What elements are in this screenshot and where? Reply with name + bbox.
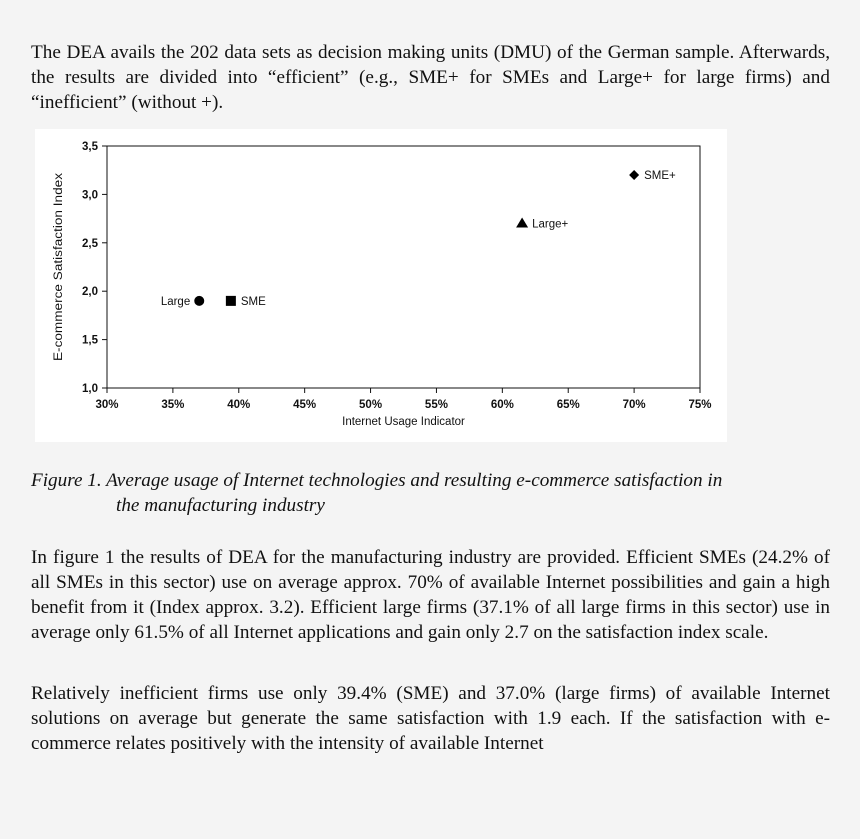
results-paragraph: In figure 1 the results of DEA for the manufacturing industry are provided. Efficient SMEs (24.2% of all SMEs in this sector) use on average approx. 70% of available Internet possibilities and gain a high benefit from it (Index approx. 3.2). Efficient large firms (37.1% of all large firms in this sector) use in average only 61.5% of all Internet applications and gain only 2.7 on the satisfaction index scale.	[31, 547, 830, 643]
x-tick-label: 55%	[424, 399, 448, 411]
figure-1-chart	[35, 129, 727, 442]
x-tick-label: 35%	[161, 399, 185, 411]
x-tick-label: 70%	[622, 399, 646, 411]
y-tick-label: 1,5	[82, 334, 98, 347]
x-tick-label: 60%	[490, 399, 514, 411]
x-tick-label: 45%	[293, 399, 317, 411]
large-point	[194, 296, 204, 306]
x-tick-label: 65%	[556, 399, 580, 411]
x-tick-label: 40%	[227, 399, 251, 411]
intro-paragraph: The DEA avails the 202 data sets as decision making units (DMU) of the German sample. Afterwards, the results are divided into “efficient” (e.g., SME+ for SMEs and Large+ for large firms) and “inefficient” (without +).	[31, 42, 830, 113]
scatter-plot	[35, 129, 727, 442]
large-plus-label: Large+	[532, 218, 569, 231]
y-tick-label: 2,0	[82, 286, 98, 299]
inefficient-paragraph: Relatively inefficient firms use only 39.4% (SME) and 37.0% (large firms) of available Internet solutions on average but generate the same satisfaction with 1.9 each. If the satisfaction with e-commerce relates positively with the intensity of available Internet	[31, 683, 830, 754]
y-axis-label: E-commerce Satisfaction Index	[53, 201, 65, 361]
sme-plus-point	[629, 170, 639, 180]
sme-plus-label: SME+	[644, 170, 676, 183]
y-tick-label: 2,5	[82, 237, 98, 250]
sme-point	[226, 296, 236, 306]
x-axis-label: Internet Usage Indicator	[342, 416, 465, 428]
y-tick-label: 3,0	[82, 189, 98, 202]
y-tick-label: 1,0	[82, 383, 98, 395]
x-tick-label: 30%	[95, 399, 119, 411]
caption-line-1: Figure 1. Average usage of Internet technologies and resulting e-commerce satisfaction in	[31, 470, 723, 491]
plot-area-frame	[107, 146, 700, 388]
large-plus-point	[516, 217, 528, 227]
x-tick-label: 75%	[688, 399, 712, 411]
caption-line-2: the manufacturing industry	[116, 495, 325, 516]
y-tick-label: 3,5	[82, 141, 98, 153]
sme-label: SME	[240, 295, 266, 308]
x-tick-label: 50%	[359, 399, 383, 411]
figure-caption	[31, 468, 831, 518]
large-label: Large	[160, 295, 191, 308]
